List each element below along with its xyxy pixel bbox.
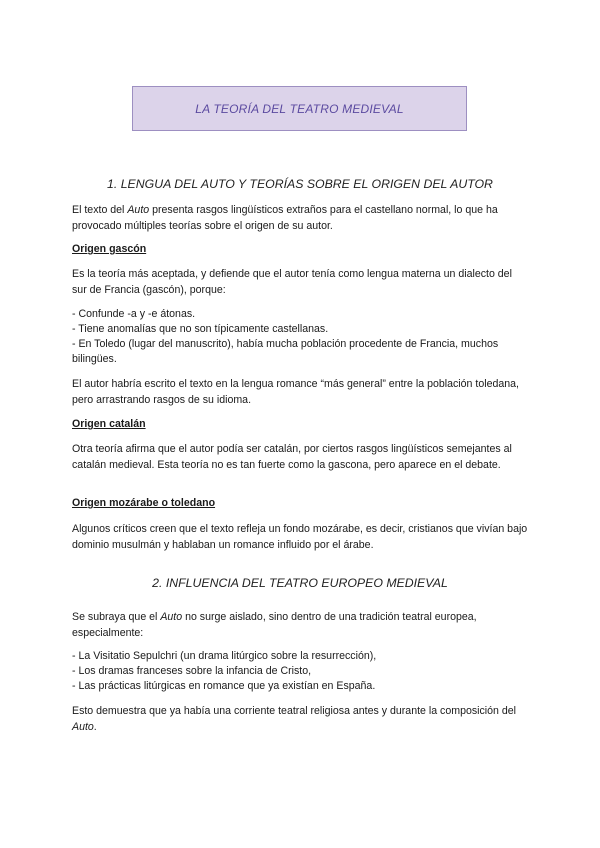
catalan-text: Otra teoría afirma que el autor podía ser catalán, por ciertos rasgos lingüísticos semejantes al catalán medieval. Esta teoría no es tan fuerte como la gascona, pero aparece en el debate. xyxy=(72,443,512,471)
list-item: - Tiene anomalías que no son típicamente castellanas. xyxy=(72,323,329,335)
mozarabe-heading: Origen mozárabe o toledano xyxy=(72,497,216,509)
gascon-conclusion: El autor habría escrito el texto en la lengua romance “más general” entre la población toledana, pero arrastrando rasgos de su idioma. xyxy=(72,378,519,406)
list-item: - Las prácticas litúrgicas en romance que ya existían en España. xyxy=(72,680,376,692)
intro-text-start: El texto del xyxy=(72,204,128,216)
gascon-list xyxy=(72,307,528,367)
section-2-heading: 2. INFLUENCIA DEL TEATRO EUROPEO MEDIEVAL xyxy=(152,576,448,590)
intro-text-start: Se subraya que el xyxy=(72,611,161,623)
intro-text-end: no surge aislado, sino dentro de una tradición teatral europea, especialmente: xyxy=(72,611,477,639)
list-item: - Confunde -a y -e átonas. xyxy=(72,308,196,320)
list-item: - La Visitatio Sepulchri (un drama litúrgico sobre la resurrección), xyxy=(72,650,377,662)
conclusion-text-start: Esto demuestra que ya había una corriente teatral religiosa antes y durante la composición del xyxy=(72,705,517,717)
conclusion-text-end: . xyxy=(93,721,97,733)
auto-title: Auto xyxy=(72,721,94,733)
document-title: LA TEORÍA DEL TEATRO MEDIEVAL xyxy=(195,101,404,116)
section-1-heading: 1. LENGUA DEL AUTO Y TEORÍAS SOBRE EL ORIGEN DEL AUTOR xyxy=(107,177,493,191)
auto-title: Auto xyxy=(127,204,150,216)
gascon-intro: Es la teoría más aceptada, y defiende que el autor tenía como lengua materna un dialecto del sur de Francia (gascón), porque: xyxy=(72,268,512,296)
mozarabe-text: Algunos críticos creen que el texto refleja un fondo mozárabe, es decir, cristianos que vivían bajo dominio musulmán y hablaban un romance influido por el árabe. xyxy=(72,523,528,551)
gascon-heading: Origen gascón xyxy=(72,243,147,255)
intro-text-end: presenta rasgos lingüísticos extraños para el castellano normal, lo que ha provocado múltiples teorías sobre el origen de su autor. xyxy=(72,204,498,232)
section-2-intro xyxy=(72,609,528,641)
section-1-intro xyxy=(72,202,528,234)
list-item: - En Toledo (lugar del manuscrito), había mucha población procedente de Francia, muchos bilingües. xyxy=(72,338,499,365)
title-box xyxy=(132,86,467,131)
catalan-heading: Origen catalán xyxy=(72,418,146,430)
section-2-conclusion xyxy=(72,703,528,735)
list-item: - Los dramas franceses sobre la infancia de Cristo, xyxy=(72,665,312,677)
influence-list xyxy=(72,649,528,694)
auto-title: Auto xyxy=(160,611,183,623)
